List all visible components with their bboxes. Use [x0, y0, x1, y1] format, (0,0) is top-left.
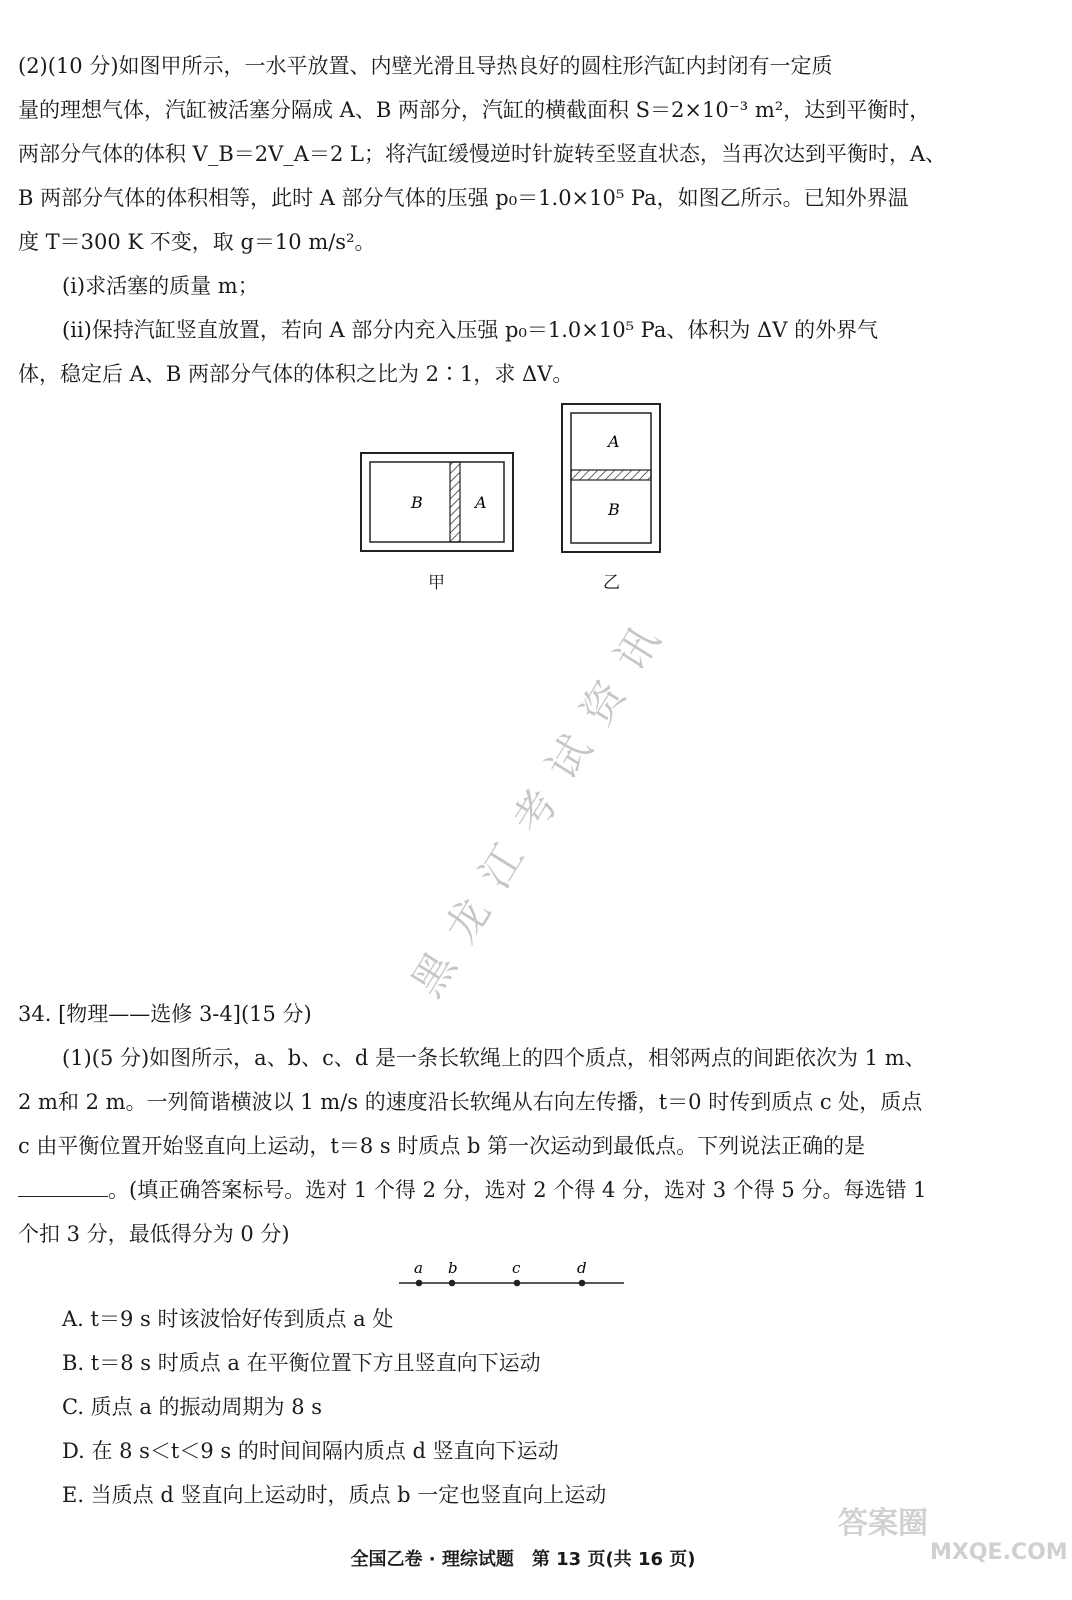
q34-header: 34. [物理——选修 3-4](15 分): [18, 1002, 312, 1026]
point-c-dot: [514, 1280, 521, 1287]
figure-yi-caption: 乙: [603, 573, 620, 593]
subquestion-ii-line-1: (ⅱ)保持汽缸竖直放置，若向 A 部分内充入压强 p₀＝1.0×10⁵ Pa、体积为 ΔV 的外界气: [62, 318, 879, 342]
problem-line-5: 度 T＝300 K 不变，取 g＝10 m/s²。: [18, 230, 376, 254]
yi-piston: [571, 470, 651, 480]
jia-label-b: B: [411, 493, 423, 512]
q34-line-1: (1)(5 分)如图所示，a、b、c、d 是一条长软绳上的四个质点，相邻两点的间距依次为 1 m、: [62, 1046, 926, 1070]
yi-label-a: A: [608, 432, 620, 451]
jia-piston: [450, 462, 460, 542]
corner-logo: 答案圈: [838, 1506, 928, 1541]
option-d: D. 在 8 s＜t＜9 s 的时间间隔内质点 d 竖直向下运动: [62, 1439, 559, 1463]
subquestion-i: (ⅰ)求活塞的质量 m；: [62, 274, 259, 298]
point-a-label: a: [414, 1259, 423, 1277]
watermark-text: 黑龙江考试资讯: [401, 599, 681, 1006]
corner-url: MXQE.COM: [930, 1540, 1068, 1565]
point-d-label: d: [577, 1259, 587, 1277]
point-d-dot: [579, 1280, 586, 1287]
problem-line-2: 量的理想气体，汽缸被活塞分隔成 A、B 两部分，汽缸的横截面积 S＝2×10⁻³ m²，达到平衡时，: [18, 98, 931, 122]
problem-line-3: 两部分气体的体积 V_B＝2V_A＝2 L；将汽缸缓慢逆时针旋转至竖直状态，当再次达到平衡时，A、: [18, 142, 947, 166]
subquestion-ii-line-2: 体，稳定后 A、B 两部分气体的体积之比为 2∶1，求 ΔV。: [18, 362, 574, 386]
answer-blank[interactable]: [18, 1178, 108, 1197]
point-b-dot: [449, 1280, 456, 1287]
jia-label-a: A: [475, 493, 487, 512]
point-c-label: c: [512, 1259, 521, 1277]
problem-line-1: (2)(10 分)如图甲所示，一水平放置、内壁光滑且导热良好的圆柱形汽缸内封闭有一定质: [18, 54, 833, 78]
problem-line-4: B 两部分气体的体积相等，此时 A 部分气体的压强 p₀＝1.0×10⁵ Pa，如图乙所示。已知外界温: [18, 186, 909, 210]
figure-jia: [361, 453, 513, 551]
page-footer: 全国乙卷 · 理综试题 第 13 页(共 16 页): [350, 1549, 696, 1570]
option-a: A. t＝9 s 时该波恰好传到质点 a 处: [62, 1307, 394, 1331]
option-e: E. 当质点 d 竖直向上运动时，质点 b 一定也竖直向上运动: [62, 1483, 607, 1507]
point-a-dot: [416, 1280, 423, 1287]
q34-line-3: c 由平衡位置开始竖直向上运动，t＝8 s 时质点 b 第一次运动到最低点。下列说法正确的是: [18, 1134, 866, 1158]
jia-cylinder-outer: [361, 453, 513, 551]
q34-line-5: 个扣 3 分，最低得分为 0 分): [18, 1222, 290, 1246]
figure-jia-caption: 甲: [428, 573, 445, 593]
rope-figure: [396, 1258, 631, 1294]
yi-label-b: B: [608, 500, 620, 519]
figure-yi: [562, 404, 660, 552]
option-c: C. 质点 a 的振动周期为 8 s: [62, 1395, 323, 1419]
q34-line-4: [18, 1176, 1028, 1204]
option-b: B. t＝8 s 时质点 a 在平衡位置下方且竖直向下运动: [62, 1351, 541, 1375]
q34-line-4-text: 。(填正确答案标号。选对 1 个得 2 分，选对 2 个得 4 分，选对 3 个得 5 分。每选错 1: [108, 1178, 927, 1202]
point-b-label: b: [448, 1259, 458, 1277]
cylinder-figure: [350, 395, 680, 595]
q34-line-2: 2 m和 2 m。一列简谐横波以 1 m/s 的速度沿长软绳从右向左传播，t＝0 时传到质点 c 处，质点: [18, 1090, 923, 1114]
